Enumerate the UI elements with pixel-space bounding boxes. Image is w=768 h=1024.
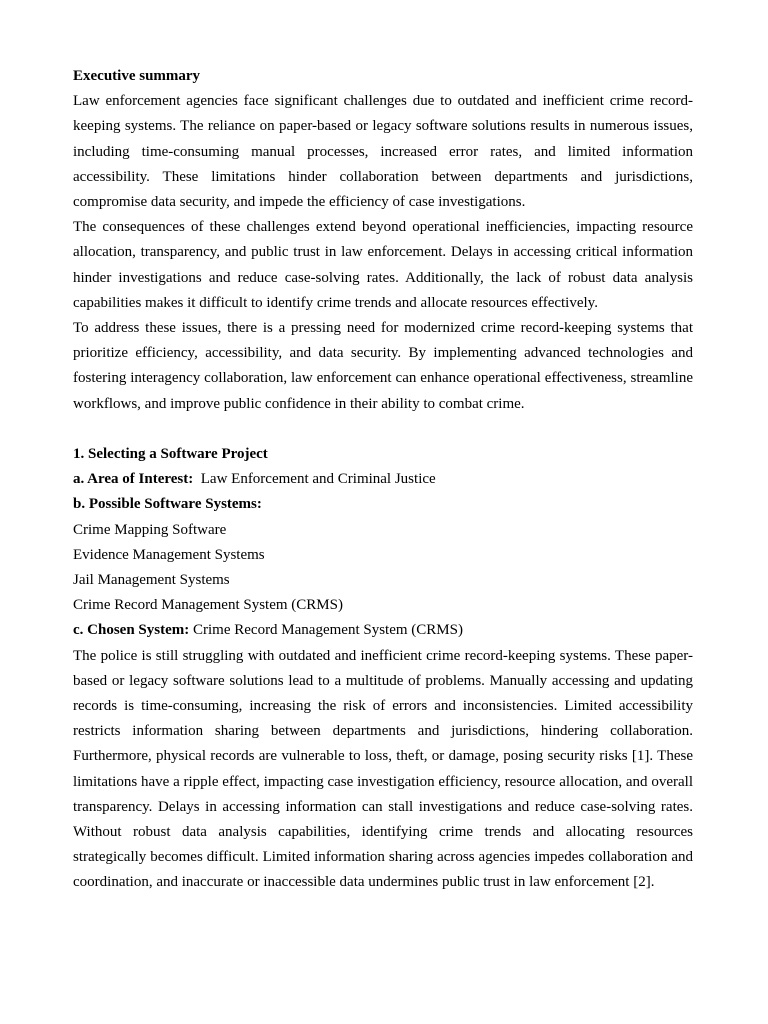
system-item-crime-mapping: Crime Mapping Software (73, 521, 227, 538)
system-item-jail-management: Jail Management Systems (73, 572, 230, 589)
document-page (73, 64, 693, 896)
area-of-interest-line (73, 467, 693, 492)
system-item-evidence-management: Evidence Management Systems (73, 546, 265, 563)
section-spacer (73, 417, 693, 442)
possible-systems-label: b. Possible Software Systems: (73, 496, 262, 513)
chosen-system-value: Crime Record Management System (CRMS) (193, 622, 463, 639)
section-1-heading: 1. Selecting a Software Project (73, 446, 268, 463)
executive-summary-paragraph-2: The consequences of these challenges extend beyond operational inefficiencies, impacting resource allocation, transparency, and public trust in law enforcement. Delays in accessing critical information hinder investigations and reduce case-solving rates. Additionally, the lack of robust data analysis capabilities makes it difficult to identify crime trends and allocate resources effectively. (73, 219, 693, 311)
executive-summary-heading: Executive summary (73, 68, 201, 84)
system-item-crms: Crime Record Management System (CRMS) (73, 597, 343, 614)
executive-summary-paragraph-1: Law enforcement agencies face significant challenges due to outdated and inefficient crime record-keeping systems. The reliance on paper-based or legacy software solutions results in numerous issues, including time-consuming manual processes, increased error rates, and limited information accessibility. These limitations hinder collaboration between departments and jurisdictions, compromise data security, and impede the efficiency of case investigations. (73, 93, 693, 211)
chosen-system-label: c. Chosen System: (73, 622, 190, 639)
area-of-interest-value: Law Enforcement and Criminal Justice (200, 471, 436, 488)
chosen-system-line (73, 618, 693, 643)
chosen-system-body-paragraph: The police is still struggling with outdated and inefficient crime record-keeping systems. These paper-based or legacy software solutions lead to a multitude of problems. Manually accessing and updating records is time-consuming, increasing the risk of errors and inconsistencies. Limited accessibility restricts information sharing between departments and jurisdictions, hindering collaboration. Furthermore, physical records are vulnerable to loss, theft, or damage, posing security risks [1]. These limitations have a ripple effect, impacting case investigation efficiency, resource allocation, and overall transparency. Delays in accessing information can stall investigations and reduce case-solving rates. Without robust data analysis capabilities, identifying crime trends and allocating resources strategically becomes difficult. Limited information sharing across agencies impedes collaboration and coordination, and inaccurate or inaccessible data undermines public trust in law enforcement [2]. (73, 647, 693, 891)
area-of-interest-label: a. Area of Interest: (73, 471, 194, 488)
executive-summary-paragraph-3: To address these issues, there is a pressing need for modernized crime record-keeping systems that prioritize efficiency, accessibility, and data security. By implementing advanced technologies and fostering interagency collaboration, law enforcement can enhance operational effectiveness, streamline workflows, and improve public confidence in their ability to combat crime. (73, 320, 693, 412)
